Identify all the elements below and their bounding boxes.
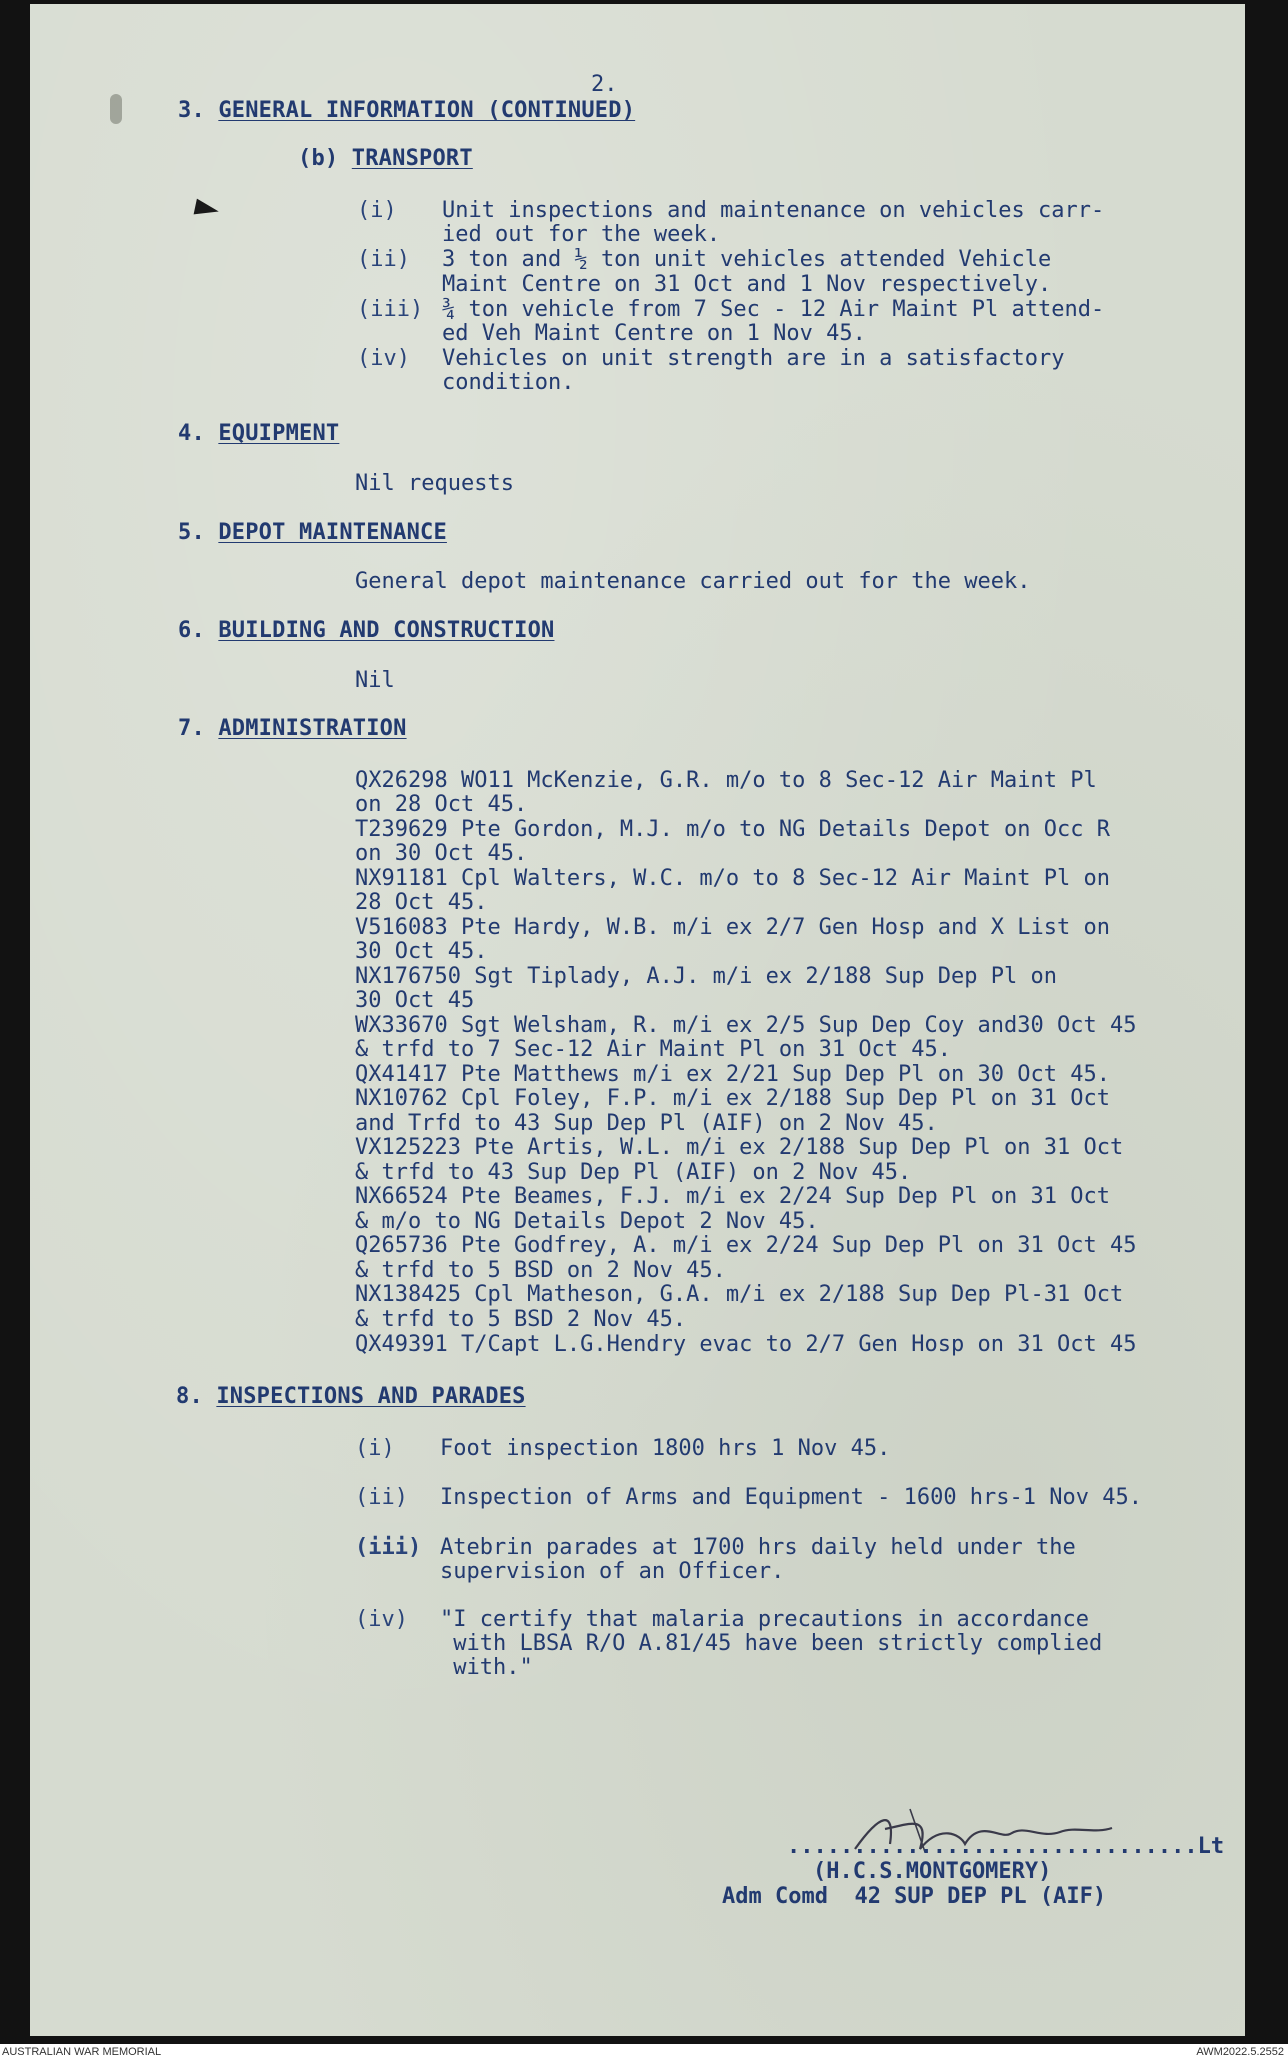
admin-line: V516083 Pte Hardy, W.B. m/i ex 2/7 Gen Hosp and X List on (355, 915, 1110, 940)
inspection-item-number: (i) (355, 1436, 395, 1461)
section-number: 5. (178, 520, 205, 545)
section-number: 6. (178, 618, 205, 643)
inspection-item-text: Foot inspection 1800 hrs 1 Nov 45. (440, 1436, 891, 1461)
transport-item-text: ¾ ton vehicle from 7 Sec - 12 Air Maint Pl attend- (442, 297, 1105, 322)
admin-line: on 30 Oct 45. (355, 841, 528, 866)
subsection-label: (b) (298, 146, 339, 171)
inspection-item-text: "I certify that malaria precautions in accordance (440, 1607, 1090, 1632)
section-number: 3. (178, 98, 205, 123)
inspection-item-text: supervision of an Officer. (440, 1559, 785, 1584)
admin-line: QX26298 WO11 McKenzie, G.R. m/o to 8 Sec-12 Air Maint Pl (355, 768, 1097, 793)
admin-line: and Trfd to 43 Sup Dep Pl (AIF) on 2 Nov 45. (355, 1111, 938, 1136)
admin-line: & trfd to 5 BSD 2 Nov 45. (355, 1307, 687, 1332)
section-5-heading (178, 520, 447, 545)
inspection-item-text: Atebrin parades at 1700 hrs daily held under the (440, 1535, 1076, 1560)
admin-line: T239629 Pte Gordon, M.J. m/o to NG Details Depot on Occ R (355, 817, 1110, 842)
archive-footer (0, 2044, 1288, 2061)
section-8-heading (176, 1384, 526, 1409)
section-title: BUILDING AND CONSTRUCTION (218, 618, 555, 643)
section-7-heading (178, 716, 407, 741)
section-number: 8. (176, 1384, 203, 1409)
transport-item-number: (iii) (357, 297, 424, 322)
admin-line: & trfd to 7 Sec-12 Air Maint Pl on 31 Oct 45. (355, 1037, 952, 1062)
admin-line: WX33670 Sgt Welsham, R. m/i ex 2/5 Sup Dep Coy and30 Oct 45 (355, 1013, 1137, 1038)
archive-name: AUSTRALIAN WAR MEMORIAL (2, 2046, 162, 2058)
transport-item-number: (iv) (357, 346, 410, 371)
admin-line: VX125223 Pte Artis, W.L. m/i ex 2/188 Sup Dep Pl on 31 Oct (355, 1135, 1124, 1160)
section-6-body: Nil (355, 668, 395, 693)
section-number: 7. (178, 716, 205, 741)
inspection-item-number: (ii) (355, 1485, 408, 1510)
transport-item-text: Vehicles on unit strength are in a satisfactory (442, 346, 1065, 371)
admin-line: NX66524 Pte Beames, F.J. m/i ex 2/24 Sup Dep Pl on 31 Oct (355, 1184, 1110, 1209)
transport-item-number: (i) (357, 198, 397, 223)
admin-line: on 28 Oct 45. (355, 792, 528, 817)
section-5-body: General depot maintenance carried out for the week. (355, 569, 1031, 594)
section-title: ADMINISTRATION (218, 716, 407, 741)
section-6-heading (178, 618, 554, 643)
transport-item-text: Unit inspections and maintenance on vehicles carr- (442, 198, 1105, 223)
section-title: GENERAL INFORMATION (CONTINUED) (218, 98, 636, 123)
section-title: DEPOT MAINTENANCE (218, 520, 447, 545)
admin-line: 30 Oct 45. (355, 939, 488, 964)
transport-heading (298, 146, 473, 171)
transport-item-text: 3 ton and ½ ton unit vehicles attended Vehicle (442, 247, 1052, 272)
inspection-item-number: (iii) (355, 1535, 422, 1560)
signature-dotted-line: ...............................Lt (787, 1834, 1225, 1859)
section-4-heading (178, 421, 339, 446)
admin-line: NX176750 Sgt Tiplady, A.J. m/i ex 2/188 Sup Dep Pl on (355, 964, 1057, 989)
inspection-item-text: with." (440, 1655, 533, 1680)
admin-line: QX41417 Pte Matthews m/i ex 2/21 Sup Dep Pl on 30 Oct 45. (355, 1062, 1110, 1087)
margin-mark (194, 199, 221, 220)
admin-line: & m/o to NG Details Depot 2 Nov 45. (355, 1209, 819, 1234)
admin-line: & trfd to 5 BSD on 2 Nov 45. (355, 1258, 726, 1283)
signatory-role: Adm Comd 42 SUP DEP PL (AIF) (722, 1884, 1107, 1909)
transport-item-number: (ii) (357, 247, 410, 272)
admin-line: & trfd to 43 Sup Dep Pl (AIF) on 2 Nov 45. (355, 1160, 912, 1185)
admin-line: 30 Oct 45 (355, 988, 475, 1013)
signatory-name: (H.C.S.MONTGOMERY) (813, 1859, 1052, 1884)
transport-item-text: ed Veh Maint Centre on 1 Nov 45. (442, 321, 866, 346)
inspection-item-number: (iv) (355, 1607, 408, 1632)
section-title: INSPECTIONS AND PARADES (216, 1384, 526, 1409)
document-page (30, 4, 1245, 2036)
page-number: 2. (591, 72, 618, 97)
section-number: 4. (178, 421, 205, 446)
transport-item-text: ied out for the week. (442, 222, 721, 247)
admin-line: 28 Oct 45. (355, 890, 488, 915)
subsection-title: TRANSPORT (351, 146, 473, 171)
section-title: EQUIPMENT (218, 421, 340, 446)
admin-line: Q265736 Pte Godfrey, A. m/i ex 2/24 Sup Dep Pl on 31 Oct 45 (355, 1233, 1137, 1258)
admin-line: QX49391 T/Capt L.G.Hendry evac to 2/7 Gen Hosp on 31 Oct 45 (355, 1332, 1137, 1357)
admin-line: NX138425 Cpl Matheson, G.A. m/i ex 2/188 Sup Dep Pl-31 Oct (355, 1282, 1124, 1307)
section-3-heading (178, 98, 635, 123)
section-4-body: Nil requests (355, 471, 514, 496)
admin-line: NX10762 Cpl Foley, F.P. m/i ex 2/188 Sup Dep Pl on 31 Oct (355, 1086, 1110, 1111)
transport-item-text: Maint Centre on 31 Oct and 1 Nov respectively. (442, 272, 1052, 297)
inspection-item-text: Inspection of Arms and Equipment - 1600 hrs-1 Nov 45. (440, 1485, 1142, 1510)
punch-hole (110, 94, 122, 124)
inspection-item-text: with LBSA R/O A.81/45 have been strictly complied (440, 1631, 1103, 1656)
archive-reference: AWM2022.5.2552 (1196, 2046, 1284, 2058)
admin-line: NX91181 Cpl Walters, W.C. m/o to 8 Sec-12 Air Maint Pl on (355, 866, 1110, 891)
transport-item-text: condition. (442, 370, 575, 395)
